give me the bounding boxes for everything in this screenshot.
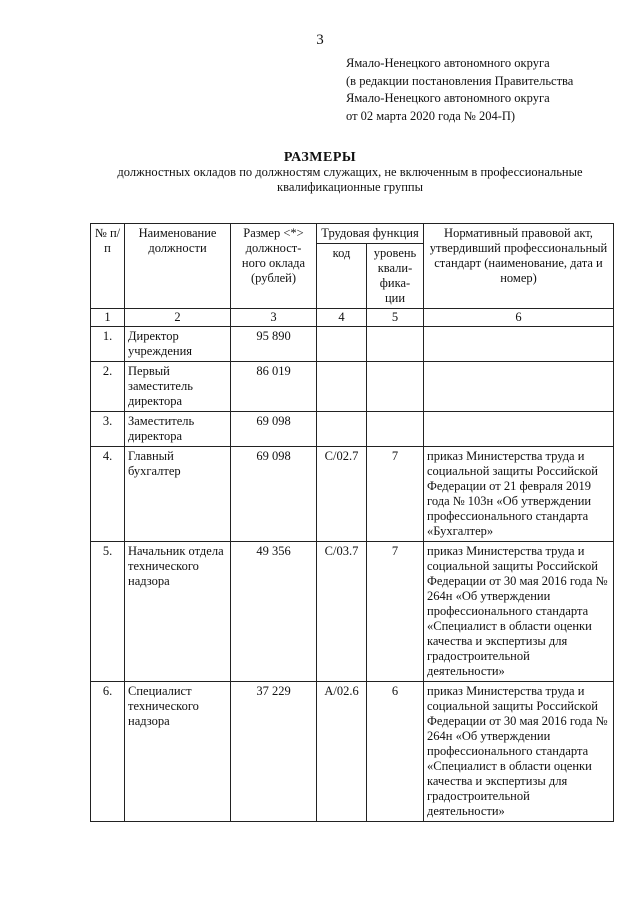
- position-name: Заместитель директора: [125, 412, 231, 447]
- salary-value: 95 890: [231, 327, 317, 362]
- table-row: [91, 447, 614, 542]
- header-labor-function: Трудовая функция: [317, 224, 424, 244]
- table-row: [91, 682, 614, 822]
- row-number: 3.: [91, 412, 125, 447]
- header-position: Наименование должности: [125, 224, 231, 309]
- qualification-level: [367, 362, 424, 412]
- column-index-row: [91, 309, 614, 327]
- header-row: [91, 224, 614, 244]
- column-index: 6: [424, 309, 614, 327]
- qualification-level: 7: [367, 447, 424, 542]
- table-row: [91, 412, 614, 447]
- row-number: 2.: [91, 362, 125, 412]
- salary-table: [90, 223, 614, 822]
- column-index: 1: [91, 309, 125, 327]
- position-name: Начальник отдела технического надзора: [125, 542, 231, 682]
- legal-act: приказ Министерства труда и социальной защиты Российской Федерации от 21 февраля 2019 года № 103н «Об утверждении профессионального стандарта «Бухгалтер»: [424, 447, 614, 542]
- legal-act: приказ Министерства труда и социальной защиты Российской Федерации от 30 мая 2016 года № 264н «Об утверждении профессионального стандарта «Специалист в области оценки качества и экспертизы для градостроительной деятельности»: [424, 542, 614, 682]
- row-number: 5.: [91, 542, 125, 682]
- legal-act: приказ Министерства труда и социальной защиты Российской Федерации от 30 мая 2016 года № 264н «Об утверждении профессионального стандарта «Специалист в области оценки качества и экспертизы для градостроительной деятельности»: [424, 682, 614, 822]
- table-row: [91, 542, 614, 682]
- function-code: [317, 362, 367, 412]
- position-name: Специалист технического надзора: [125, 682, 231, 822]
- header-code: код: [317, 244, 367, 309]
- amendment-line: (в редакции постановления Правительства: [346, 73, 574, 88]
- header-salary: Размер <*> должност-ного оклада (рублей): [231, 224, 317, 309]
- position-name: Первый заместитель директора: [125, 362, 231, 412]
- column-index: 5: [367, 309, 424, 327]
- salary-value: 69 098: [231, 447, 317, 542]
- qualification-level: [367, 327, 424, 362]
- header-num: № п/п: [91, 224, 125, 309]
- header-level: уровень квали-фика-ции: [367, 244, 424, 309]
- salary-value: 69 098: [231, 412, 317, 447]
- salary-value: 86 019: [231, 362, 317, 412]
- function-code: [317, 327, 367, 362]
- qualification-level: 7: [367, 542, 424, 682]
- header-act: Нормативный правовой акт, утвердивший профессиональный стандарт (наименование, дата и номер): [424, 224, 614, 309]
- function-code: [317, 412, 367, 447]
- document-subtitle: должностных окладов по должностям служащих, не включенным в профессиональные квалификационные группы: [117, 165, 583, 194]
- row-number: 4.: [91, 447, 125, 542]
- legal-act: [424, 412, 614, 447]
- amendment-line: Ямало-Ненецкого автономного округа: [346, 91, 550, 105]
- table-row: [91, 362, 614, 412]
- row-number: 1.: [91, 327, 125, 362]
- legal-act: [424, 362, 614, 412]
- table-row: [91, 327, 614, 362]
- document-title: РАЗМЕРЫ: [283, 150, 357, 165]
- qualification-level: [367, 412, 424, 447]
- qualification-level: 6: [367, 682, 424, 822]
- column-index: 2: [125, 309, 231, 327]
- row-number: 6.: [91, 682, 125, 822]
- amendment-line: от 02 марта 2020 года № 204-П): [346, 108, 516, 123]
- function-code: С/02.7: [317, 447, 367, 542]
- function-code: А/02.6: [317, 682, 367, 822]
- amendment-line: Ямало-Ненецкого автономного округа: [346, 56, 550, 70]
- page-number: 3: [316, 32, 324, 48]
- position-name: Директор учреждения: [125, 327, 231, 362]
- column-index: 3: [231, 309, 317, 327]
- amendment-note: [346, 55, 573, 125]
- legal-act: [424, 327, 614, 362]
- salary-value: 49 356: [231, 542, 317, 682]
- salary-value: 37 229: [231, 682, 317, 822]
- function-code: С/03.7: [317, 542, 367, 682]
- position-name: Главный бухгалтер: [125, 447, 231, 542]
- column-index: 4: [317, 309, 367, 327]
